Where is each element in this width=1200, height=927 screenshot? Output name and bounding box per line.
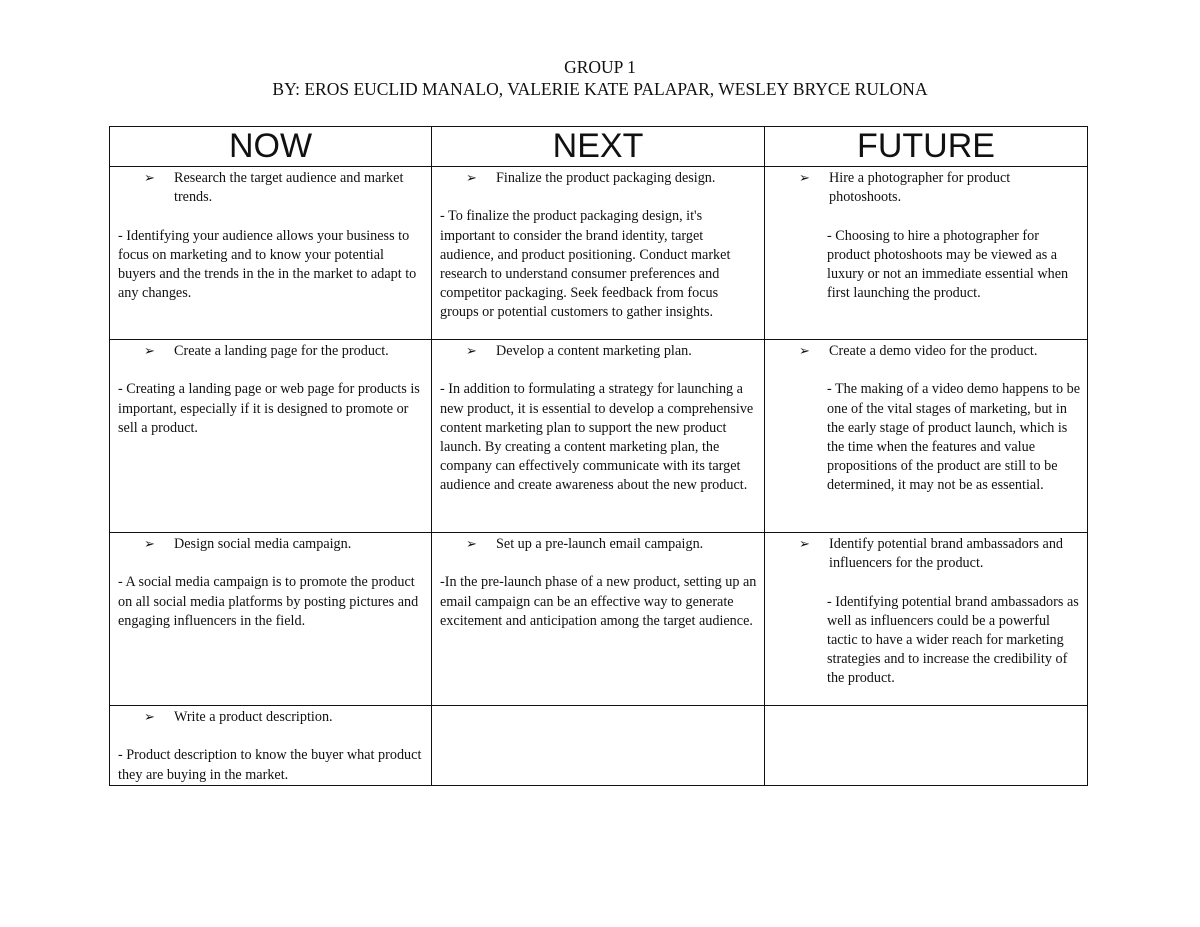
column-header-future: FUTURE — [765, 127, 1088, 167]
arrow-bullet-icon: ➢ — [466, 537, 477, 552]
task-text: Research the target audience and market trends. — [174, 170, 404, 206]
arrow-bullet-icon: ➢ — [466, 171, 477, 186]
task-text: Finalize the product packaging design. — [496, 170, 716, 186]
table-row — [110, 340, 1088, 533]
task-text: Create a demo video for the product. — [829, 343, 1038, 359]
now-cell — [110, 167, 432, 340]
table-row — [110, 706, 1088, 786]
arrow-bullet-icon: ➢ — [799, 344, 810, 359]
arrow-bullet-icon: ➢ — [144, 171, 155, 186]
roadmap-table — [109, 126, 1088, 786]
task-description: - Identifying potential brand ambassadors as well as influencers could be a powerful tactic to have a wider reach for marketing strategies and to increase the credibility of the product. — [827, 593, 1079, 687]
task-bullet — [118, 535, 425, 554]
next-cell — [432, 706, 765, 786]
task-description: - Product description to know the buyer what product they are buying in the market. — [118, 747, 422, 783]
future-cell — [765, 340, 1088, 533]
document-header — [0, 56, 1200, 100]
empty-cell-text — [432, 706, 764, 708]
arrow-bullet-icon: ➢ — [466, 344, 477, 359]
task-bullet — [773, 535, 1081, 573]
task-bullet — [440, 169, 758, 188]
task-description: -In the pre-launch phase of a new product, setting up an email campaign can be an effective way to generate excitement and anticipation among the target audience. — [440, 574, 757, 629]
now-cell — [110, 340, 432, 533]
column-header-now: NOW — [110, 127, 432, 167]
next-cell — [432, 533, 765, 706]
task-text: Create a landing page for the product. — [174, 343, 389, 359]
task-bullet — [773, 169, 1081, 207]
now-cell — [110, 706, 432, 786]
task-text: Write a product description. — [174, 709, 333, 725]
task-text: Design social media campaign. — [174, 536, 352, 552]
task-description: - A social media campaign is to promote the product on all social media platforms by posting pictures and engaging influencers in the field. — [118, 574, 419, 629]
arrow-bullet-icon: ➢ — [799, 537, 810, 552]
empty-cell-text — [765, 706, 1087, 708]
task-text: Set up a pre-launch email campaign. — [496, 536, 704, 552]
next-cell — [432, 167, 765, 340]
task-description: - The making of a video demo happens to be one of the vital stages of marketing, but in the early stage of product launch, which is the time when the features and value propositions of the product are still to be determined, it may not be as essential. — [827, 381, 1081, 494]
arrow-bullet-icon: ➢ — [799, 171, 810, 186]
future-cell — [765, 706, 1088, 786]
authors-line: BY: EROS EUCLID MANALO, VALERIE KATE PALAPAR, WESLEY BRYCE RULONA — [272, 79, 928, 99]
arrow-bullet-icon: ➢ — [144, 537, 155, 552]
table-row — [110, 533, 1088, 706]
task-bullet — [440, 535, 758, 554]
task-bullet — [118, 169, 425, 207]
column-header-row — [110, 127, 1088, 167]
task-description: - In addition to formulating a strategy for launching a new product, it is essential to develop a comprehensive content marketing plan to support the new product launch. By creating a content marketing plan, the company can effectively communicate with its target audience and create awareness about the new product. — [440, 381, 754, 494]
task-text: Develop a content marketing plan. — [496, 343, 692, 359]
task-bullet — [118, 342, 425, 361]
table-row — [110, 167, 1088, 340]
task-text: Hire a photographer for product photoshoots. — [829, 170, 1011, 206]
task-text: Identify potential brand ambassadors and influencers for the product. — [829, 536, 1064, 572]
next-cell — [432, 340, 765, 533]
group-title: GROUP 1 — [564, 57, 636, 77]
task-description: - To finalize the product packaging design, it's important to consider the brand identity, target audience, and product positioning. Conduct market research to understand consumer preferences and competitor packaging. Seek feedback from focus groups or potential customers to gather insights. — [440, 208, 731, 321]
task-bullet — [118, 708, 425, 727]
column-header-next: NEXT — [432, 127, 765, 167]
future-cell — [765, 533, 1088, 706]
task-description: - Identifying your audience allows your business to focus on marketing and to know your potential buyers and the trends in the in the market to adapt to any changes. — [118, 227, 417, 302]
now-cell — [110, 533, 432, 706]
future-cell — [765, 167, 1088, 340]
task-description: - Choosing to hire a photographer for product photoshoots may be viewed as a luxury or not an immediate essential when first launching the product. — [827, 227, 1069, 302]
task-description: - Creating a landing page or web page for products is important, especially if it is designed to promote or sell a product. — [118, 381, 420, 436]
task-bullet — [440, 342, 758, 361]
task-bullet — [773, 342, 1081, 361]
arrow-bullet-icon: ➢ — [144, 344, 155, 359]
arrow-bullet-icon: ➢ — [144, 710, 155, 725]
